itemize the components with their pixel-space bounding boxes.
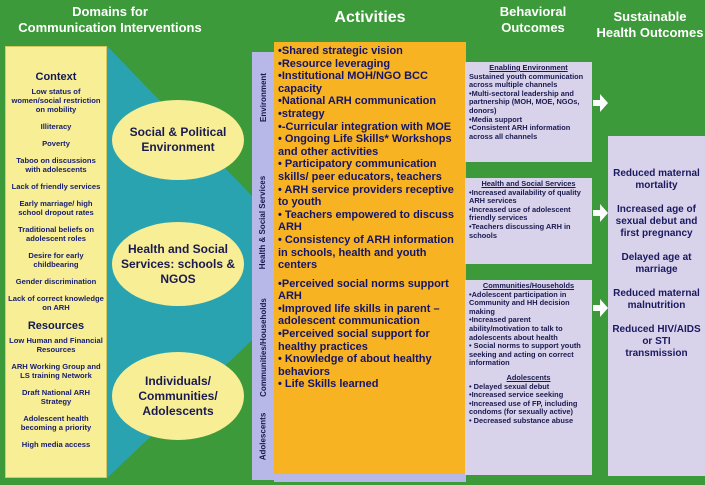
activity-item: • Teachers empowered to discuss ARH [278, 208, 455, 234]
header-sustainable: Sustainable Health Outcomes [596, 9, 704, 40]
context-item: Early marriage/ high school dropout rates [18, 199, 94, 217]
resource-item: Adolescent health becoming a priority [20, 414, 92, 432]
behavioral-arrow-3 [593, 299, 608, 317]
sustainable-item: Reduced maternal mortality [613, 168, 700, 191]
adolescents-title: Adolescents [506, 372, 551, 382]
activity-item: • Ongoing Life Skills* Workshops and other activities [278, 133, 452, 158]
domain-health-services [112, 222, 244, 306]
activity-item: •Improved life skills in parent – adolescent communication [278, 302, 440, 328]
context-item: Taboo on discussions with adolescents [16, 156, 96, 174]
behavioral-item: •Adolescent participation in Community and HH decision making [469, 289, 570, 316]
activity-item: •Resource leveraging [278, 57, 391, 70]
behavioral-item: • Decreased substance abuse [469, 415, 574, 425]
activities-panel [274, 42, 466, 474]
header-domains: Domains for Communication Interventions [18, 4, 202, 35]
resource-item: Draft National ARH Strategy [21, 388, 91, 406]
context-panel [5, 46, 107, 478]
activity-item: • Participatory communication skills/ peer educators, teachers [278, 158, 442, 183]
context-item: Lack of friendly services [11, 182, 101, 191]
sustainable-item: Reduced maternal malnutrition [613, 288, 700, 311]
behavioral-item: • Delayed sexual debut [469, 381, 550, 391]
activity-item: •Institutional MOH/NGO BCC capacity [278, 70, 428, 95]
activity-item: • Life Skills learned [278, 378, 379, 391]
behavioral-arrow-1 [593, 94, 608, 112]
vlabel-communities: Communities/Households [258, 297, 268, 397]
resource-item: Low Human and Financial Resources [9, 336, 103, 354]
context-item: Desire for early childbearing [28, 251, 84, 269]
behavioral-item: •Media support [469, 114, 523, 124]
vlabel-adolescents: Adolescents [258, 412, 268, 460]
vlabel-environment: Environment [258, 72, 268, 122]
box-communities [465, 280, 592, 475]
behavioral-item: •Teachers discussing ARH in schools [469, 221, 571, 240]
activity-item: •Perceived social norms support ARH [278, 277, 449, 303]
communities-title: Communities/Households [482, 281, 575, 290]
resource-item: ARH Working Group and LS training Network [11, 362, 101, 380]
activities-footer-bar [274, 474, 466, 482]
box-enabling [465, 62, 592, 162]
activity-item: • ARH service providers receptive to youth [278, 183, 454, 209]
domain-label: Health and Social Services: schools & NGOS [120, 241, 236, 286]
context-item: Low status of women/social restriction on mobility [11, 87, 101, 114]
behavioral-item: •Increased parent ability/motivation to talk to adolescents about health [469, 315, 563, 342]
behavioral-item: •Increased use of adolescent friendly services [469, 204, 571, 223]
box-health [465, 178, 592, 264]
resource-item: High media access [21, 440, 91, 449]
activity-item: • Knowledge of about healthy behaviors [278, 353, 432, 378]
activity-item: •Perceived social support for healthy practices [278, 328, 430, 353]
activity-item: •Shared strategic vision [278, 45, 403, 57]
domain-social-political [112, 100, 244, 180]
header-activities: Activities [334, 9, 406, 26]
activity-item: •National ARH communication [278, 95, 437, 108]
activity-item: • Consistency of ARH information in schools, health and youth centers [278, 233, 454, 272]
enabling-title: Enabling Environment [489, 63, 568, 72]
health-title: Health and Social Services [481, 179, 576, 188]
behavioral-item: •Increased use of FP, including condoms (for sexually active) [469, 398, 578, 417]
sustainable-item: Reduced HIV/AIDS or STI transmission [612, 324, 701, 359]
domain-label: Individuals/ Communities/ Adolescents [138, 373, 218, 418]
context-heading: Context [35, 71, 77, 83]
vlabel-health: Health & Social Services [258, 175, 268, 269]
header-behavioral: Behavioral Outcomes [499, 4, 567, 35]
activity-item: •strategy [278, 107, 325, 120]
behavioral-item: • Social norms to support youth seeking and acting on correct information [469, 341, 581, 368]
domain-individuals [112, 352, 244, 440]
behavioral-item: •Increased service seeking [469, 390, 564, 400]
resources-heading: Resources [27, 320, 85, 332]
vertical-labels-panel [252, 52, 274, 480]
context-item: Gender discrimination [15, 277, 97, 286]
domain-label: Social & Political Environment [129, 125, 227, 154]
context-item: Lack of correct knowledge on ARH [8, 294, 104, 312]
behavioral-item: •Increased availability of quality ARH services [469, 187, 581, 206]
behavioral-arrow-2 [593, 204, 608, 222]
activity-item: •-Curricular integration with MOE [278, 120, 452, 133]
behavioral-item: Sustained youth communication across multiple channels [469, 71, 584, 90]
sustainable-item: Delayed age at marriage [621, 252, 692, 275]
context-item: Poverty [42, 139, 70, 148]
sustainable-item: Increased age of sexual debut and first pregnancy [615, 204, 698, 239]
context-item: Traditional beliefs on adolescent roles [18, 225, 94, 243]
behavioral-item: •Consistent ARH information across all channels [469, 123, 571, 141]
behavioral-item: •Multi-sectoral leadership and partnership (MOH, MOE, NGOs, donors) [469, 88, 580, 115]
context-item: Illiteracy [40, 122, 72, 131]
sustainable-panel [608, 136, 705, 476]
